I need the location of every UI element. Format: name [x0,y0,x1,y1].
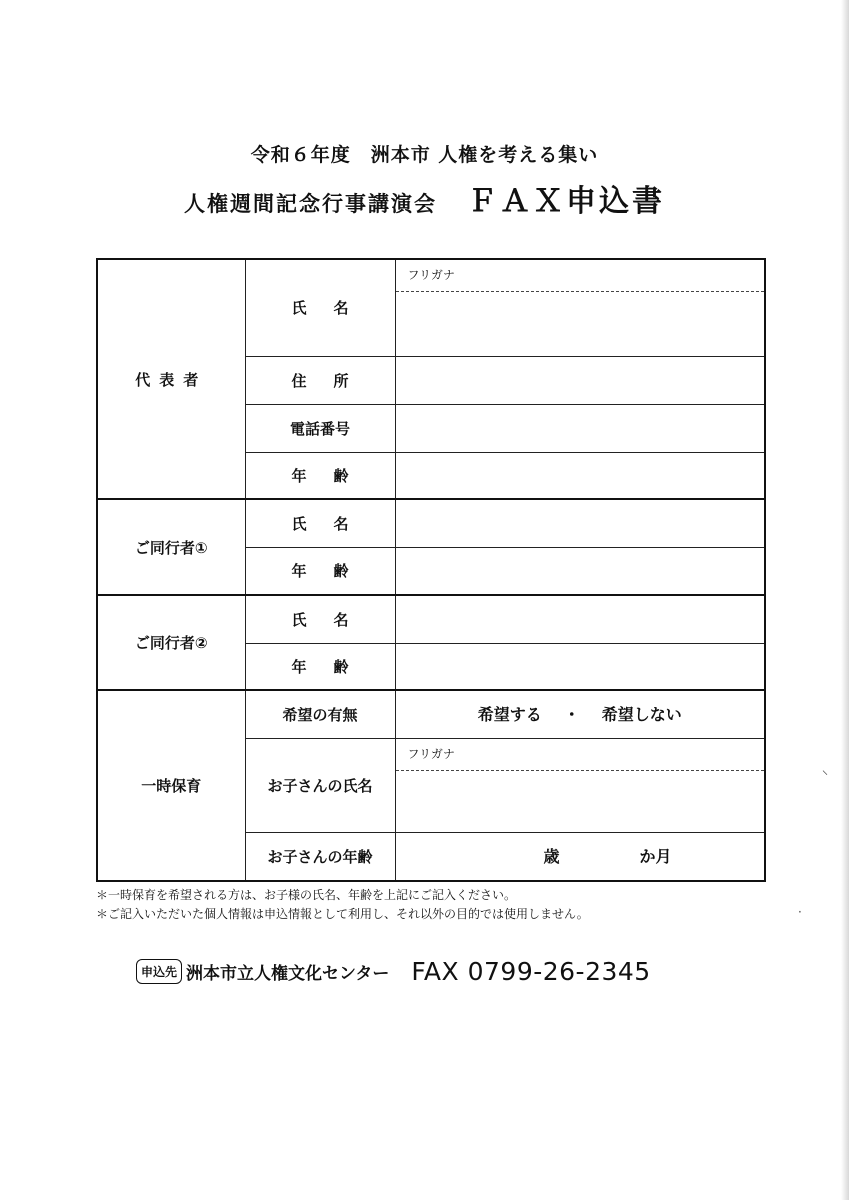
rep-name-field[interactable] [395,259,765,356]
contact-fax-number: FAX 0799-26-2345 [411,957,651,986]
option-wish-yes[interactable]: 希望する [477,705,542,724]
notes [96,886,589,924]
rep-age-label: 年齢 [245,452,395,499]
child-age-field[interactable] [395,833,765,882]
rep-address-field[interactable] [395,356,765,404]
scan-speck-mark: ⸌ [822,768,829,782]
rep-furigana-field[interactable]: フリガナ [396,260,765,292]
destination-badge: 申込先 [136,959,182,984]
companion2-group-label: ご同行者② [97,595,245,690]
rep-phone-label: 電話番号 [245,404,395,452]
scan-speck-mark: · [798,905,802,919]
fax-form-title: ＦＡＸ申込書 [467,184,665,219]
rep-name-label: 氏名 [245,259,395,356]
unit-months: か月 [639,847,672,866]
childcare-group-label: 一時保育 [97,690,245,881]
title-line-1: 令和６年度 洲本市 人権を考える集い [250,144,599,166]
companion2-age-field[interactable] [395,643,765,690]
companion1-age-label: 年齢 [245,547,395,595]
companion1-name-field[interactable] [395,499,765,547]
rep-age-field[interactable] [395,452,765,499]
child-furigana-field[interactable]: フリガナ [396,739,765,771]
option-separator: ・ [563,705,580,724]
child-name-field[interactable] [395,739,765,833]
title-line-2 [0,176,849,220]
contact-organization: 洲本市立人権文化センター [186,964,390,984]
contact-info [136,957,651,986]
companion1-group-label: ご同行者① [97,499,245,595]
option-wish-no[interactable]: 希望しない [601,705,682,724]
application-form-table [96,258,766,882]
event-title: 人権週間記念行事講演会 [184,192,437,216]
unit-years: 歳 [543,847,560,866]
companion2-age-label: 年齢 [245,643,395,690]
note-privacy: ＊ご記入いただいた個人情報は申込情報として利用し、それ以外の目的では使用しません。 [96,907,589,921]
childcare-wish-field [395,690,765,739]
childcare-wish-label: 希望の有無 [245,690,395,739]
companion2-name-field[interactable] [395,595,765,643]
child-age-label: お子さんの年齢 [245,833,395,882]
rep-address-label: 住所 [245,356,395,404]
rep-phone-field[interactable] [395,404,765,452]
companion2-name-label: 氏名 [245,595,395,643]
companion1-name-label: 氏名 [245,499,395,547]
note-childcare: ＊一時保育を希望される方は、お子様の氏名、年齢を上記にご記入ください。 [96,888,517,902]
representative-group-label: 代表者 [97,259,245,499]
child-name-label: お子さんの氏名 [245,739,395,833]
companion1-age-field[interactable] [395,547,765,595]
